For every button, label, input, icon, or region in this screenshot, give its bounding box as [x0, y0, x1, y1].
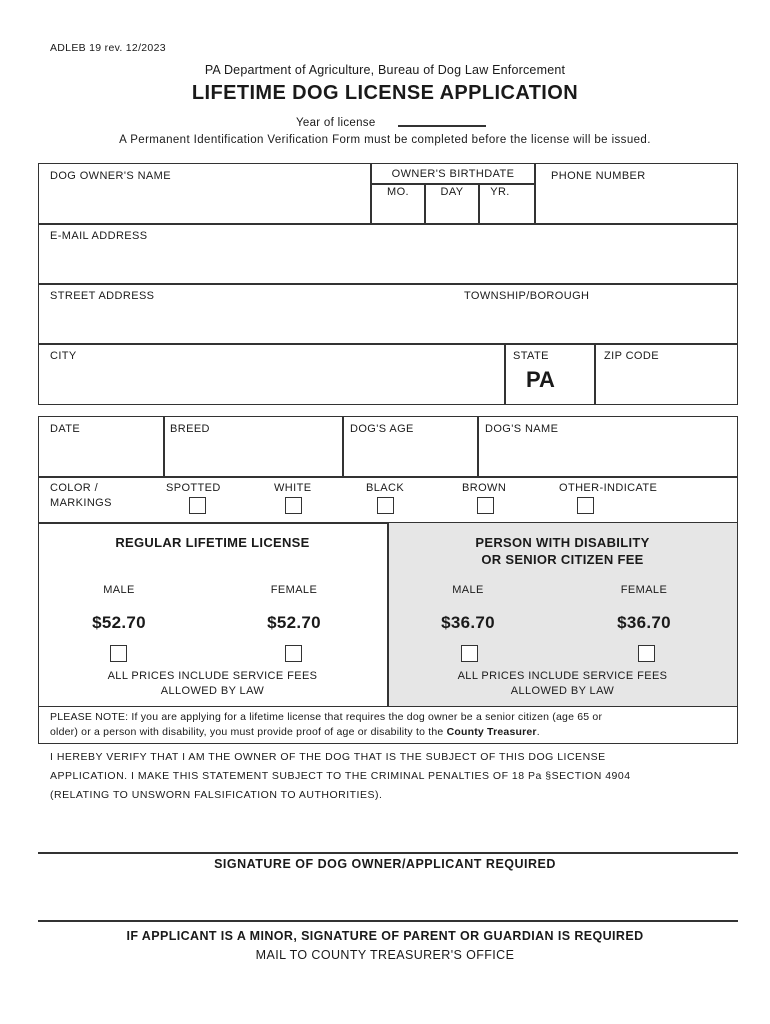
- divider: [38, 476, 738, 478]
- street-address-field[interactable]: [40, 285, 460, 342]
- regular-price-note: ALL PRICES INCLUDE SERVICE FEES: [107, 670, 318, 682]
- date-field[interactable]: [40, 418, 162, 475]
- year-label: YR.: [490, 186, 510, 198]
- birthdate-label: OWNER'S BIRTHDATE: [391, 168, 515, 180]
- disability-male-label: MALE: [452, 584, 484, 596]
- county-treasurer-text: County Treasurer: [446, 726, 537, 738]
- please-note-text: older) or a person with disability, you must provide proof of age or disability to the: [50, 726, 447, 738]
- regular-price-note: ALLOWED BY LAW: [160, 685, 265, 697]
- disability-female-price: $36.70: [617, 613, 671, 632]
- color-label: COLOR /: [50, 482, 99, 494]
- owner-name-field[interactable]: [40, 165, 369, 222]
- city-field[interactable]: [40, 345, 503, 404]
- verification-notice: A Permanent Identification Verification Form must be completed before the license will be issued.: [119, 134, 651, 146]
- please-note-period: .: [536, 726, 540, 738]
- day-label: DAY: [440, 186, 464, 198]
- dog-name-field[interactable]: [479, 418, 736, 475]
- year-label: Year of license: [296, 117, 376, 129]
- department-line: PA Department of Agriculture, Bureau of Dog Law Enforcement: [204, 63, 566, 77]
- disability-female-label: FEMALE: [620, 584, 668, 596]
- form-id: ADLEB 19 rev. 12/2023: [50, 42, 166, 54]
- color-option-label: BLACK: [366, 482, 405, 494]
- regular-female-price: $52.70: [267, 613, 321, 632]
- date-label: DATE: [50, 423, 81, 435]
- breed-field[interactable]: [165, 418, 341, 475]
- verification-statement: (RELATING TO UNSWORN FALSIFICATION TO AUTHORITIES).: [50, 789, 383, 801]
- guardian-signature-line[interactable]: [38, 920, 738, 922]
- street-label: STREET ADDRESS: [50, 290, 155, 302]
- white-checkbox[interactable]: [285, 497, 302, 514]
- color-option-label: WHITE: [274, 482, 312, 494]
- markings-label: MARKINGS: [50, 497, 112, 509]
- month-label: MO.: [387, 186, 409, 198]
- city-label: CITY: [50, 350, 77, 362]
- owner-name-label: DOG OWNER'S NAME: [50, 170, 171, 182]
- disability-price-note: ALLOWED BY LAW: [510, 685, 615, 697]
- please-note-line2: [50, 726, 540, 738]
- color-option-label: OTHER-INDICATE: [559, 482, 658, 494]
- birth-day-field[interactable]: [426, 185, 478, 222]
- brown-checkbox[interactable]: [477, 497, 494, 514]
- guardian-signature-label: IF APPLICANT IS A MINOR, SIGNATURE OF PARENT OR GUARDIAN IS REQUIRED: [126, 929, 644, 943]
- disability-fee-title: OR SENIOR CITIZEN FEE: [481, 552, 644, 567]
- disability-female-checkbox[interactable]: [638, 645, 655, 662]
- regular-license-title: REGULAR LIFETIME LICENSE: [115, 535, 310, 550]
- color-option-label: BROWN: [462, 482, 507, 494]
- owner-signature-line[interactable]: [38, 852, 738, 854]
- state-value: PA: [526, 367, 555, 392]
- state-label: STATE: [513, 350, 549, 362]
- zip-code-field[interactable]: [596, 345, 736, 404]
- township-field[interactable]: [460, 285, 736, 342]
- dog-name-label: DOG'S NAME: [485, 423, 559, 435]
- color-option-label: SPOTTED: [166, 482, 221, 494]
- email-field[interactable]: [40, 225, 736, 282]
- dog-age-field[interactable]: [344, 418, 476, 475]
- disability-price-note: ALL PRICES INCLUDE SERVICE FEES: [457, 670, 668, 682]
- regular-female-checkbox[interactable]: [285, 645, 302, 662]
- disability-fee-title: PERSON WITH DISABILITY: [475, 535, 650, 550]
- phone-label: PHONE NUMBER: [551, 170, 646, 182]
- disability-male-checkbox[interactable]: [461, 645, 478, 662]
- verification-statement: I HEREBY VERIFY THAT I AM THE OWNER OF THE DOG THAT IS THE SUBJECT OF THIS DOG LICENSE: [50, 751, 606, 763]
- regular-male-label: MALE: [103, 584, 135, 596]
- page-title: LIFETIME DOG LICENSE APPLICATION: [191, 82, 579, 104]
- mail-to-label: MAIL TO COUNTY TREASURER'S OFFICE: [255, 948, 515, 962]
- year-input-line[interactable]: [398, 125, 486, 127]
- phone-number-field[interactable]: [536, 165, 736, 222]
- other-checkbox[interactable]: [577, 497, 594, 514]
- verification-statement: APPLICATION. I MAKE THIS STATEMENT SUBJECT TO THE CRIMINAL PENALTIES OF 18 Pa §SECTION 4904: [50, 770, 631, 782]
- regular-female-label: FEMALE: [270, 584, 318, 596]
- email-label: E-MAIL ADDRESS: [50, 230, 148, 242]
- spotted-checkbox[interactable]: [189, 497, 206, 514]
- disability-male-price: $36.70: [441, 613, 495, 632]
- dog-age-label: DOG'S AGE: [350, 423, 414, 435]
- township-label: TOWNSHIP/BOROUGH: [464, 290, 590, 302]
- state-field: [506, 345, 594, 404]
- birth-month-field[interactable]: [372, 185, 424, 222]
- regular-male-checkbox[interactable]: [110, 645, 127, 662]
- birth-year-field[interactable]: [480, 185, 534, 222]
- breed-label: BREED: [170, 423, 210, 435]
- zip-label: ZIP CODE: [604, 350, 659, 362]
- owner-signature-label: SIGNATURE OF DOG OWNER/APPLICANT REQUIRED: [214, 857, 556, 871]
- black-checkbox[interactable]: [377, 497, 394, 514]
- please-note-line1: PLEASE NOTE: If you are applying for a lifetime license that requires the dog owner be a senior citizen (age 65 or: [50, 711, 603, 723]
- regular-male-price: $52.70: [92, 613, 146, 632]
